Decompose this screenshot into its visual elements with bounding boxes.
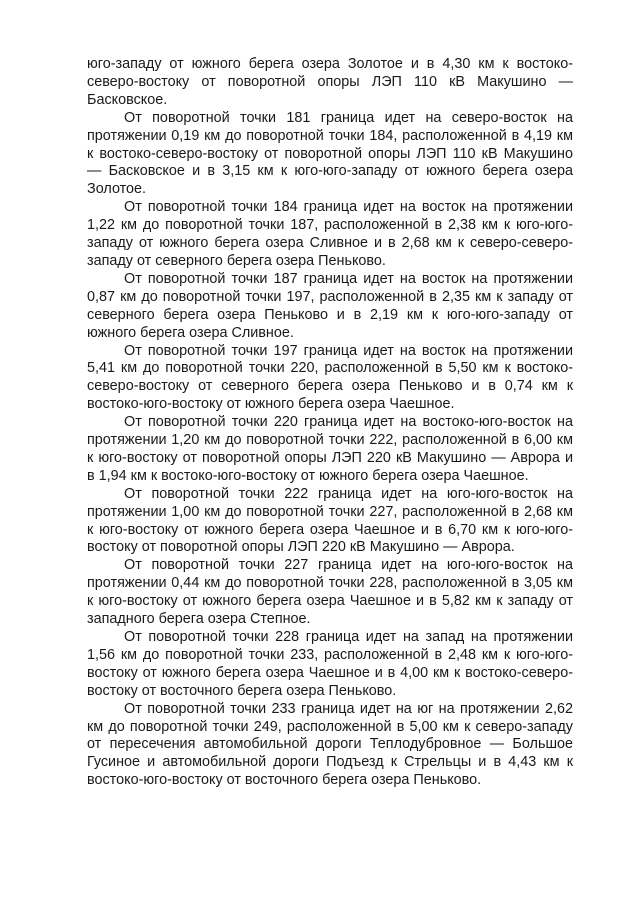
paragraph-point-222: От поворотной точки 222 граница идет на юго-юго-восток на протяжении 1,00 км до поворотной точки 227, расположенной в 2,68 км к юго-востоку от южного берега озера Чаешное и в 6,70 км к юго-юго-востоку от поворотной опоры ЛЭП 220 кВ Макушино — Аврора. [87, 485, 573, 556]
document-page [87, 56, 573, 790]
paragraph-point-227: От поворотной точки 227 граница идет на юго-юго-восток на протяжении 0,44 км до поворотной точки 228, расположенной в 3,05 км к юго-востоку от южного берега озера Чаешное и в 5,82 км к западу от западного берега озера Степное. [87, 557, 573, 628]
paragraph-point-233: От поворотной точки 233 граница идет на юг на протяжении 2,62 км до поворотной точки 249, расположенной в 5,00 км к северо-западу от пересечения автомобильной дороги Теплодубровное — Большое Гусиное и автомобильной дороги Подъезд к Стрельцы и в 4,43 км к востоко-юго-востоку от восточного берега озера Пеньково. [87, 700, 573, 789]
paragraph-point-228: От поворотной точки 228 граница идет на запад на протяжении 1,56 км до поворотной точки 233, расположенной в 2,48 км к юго-юго-востоку от южного берега озера Чаешное и в 4,00 км к востоко-северо-востоку от восточного берега озера Пеньково. [87, 629, 573, 699]
paragraph-point-181: От поворотной точки 181 граница идет на северо-восток на протяжении 0,19 км до поворотной точки 184, расположенной в 4,19 км к востоко-северо-востоку от поворотной опоры ЛЭП 110 кВ Макушино — Басковское и в 3,15 км к юго-юго-западу от южного берега озера Золотое. [87, 109, 573, 198]
paragraph-continuation: юго-западу от южного берега озера Золотое и в 4,30 км к востоко-северо-востоку от поворотной опоры ЛЭП 110 кВ Макушино — Басковское. [87, 56, 573, 108]
paragraph-point-187: От поворотной точки 187 граница идет на восток на протяжении 0,87 км до поворотной точки 197, расположенной в 2,35 км к западу от северного берега озера Пеньково и в 2,19 км к юго-юго-западу от южного берега озера Сливное. [87, 270, 573, 341]
paragraph-point-197: От поворотной точки 197 граница идет на восток на протяжении 5,41 км до поворотной точки 220, расположенной в 5,50 км к востоко-северо-востоку от северного берега озера Пеньково и в 0,74 км к востоко-юго-востоку от южного берега озера Чаешное. [87, 342, 573, 413]
paragraph-point-184: От поворотной точки 184 граница идет на восток на протяжении 1,22 км до поворотной точки 187, расположенной в 2,38 км к юго-юго-западу от южного берега озера Сливное и в 2,68 км к северо-северо-западу от северного берега озера Пеньково. [87, 199, 573, 269]
paragraph-point-220: От поворотной точки 220 граница идет на востоко-юго-восток на протяжении 1,20 км до поворотной точки 222, расположенной в 6,00 км к юго-востоку от поворотной опоры ЛЭП 220 кВ Макушино — Аврора и в 1,94 км к востоко-юго-востоку от южного берега озера Чаешное. [87, 414, 573, 484]
